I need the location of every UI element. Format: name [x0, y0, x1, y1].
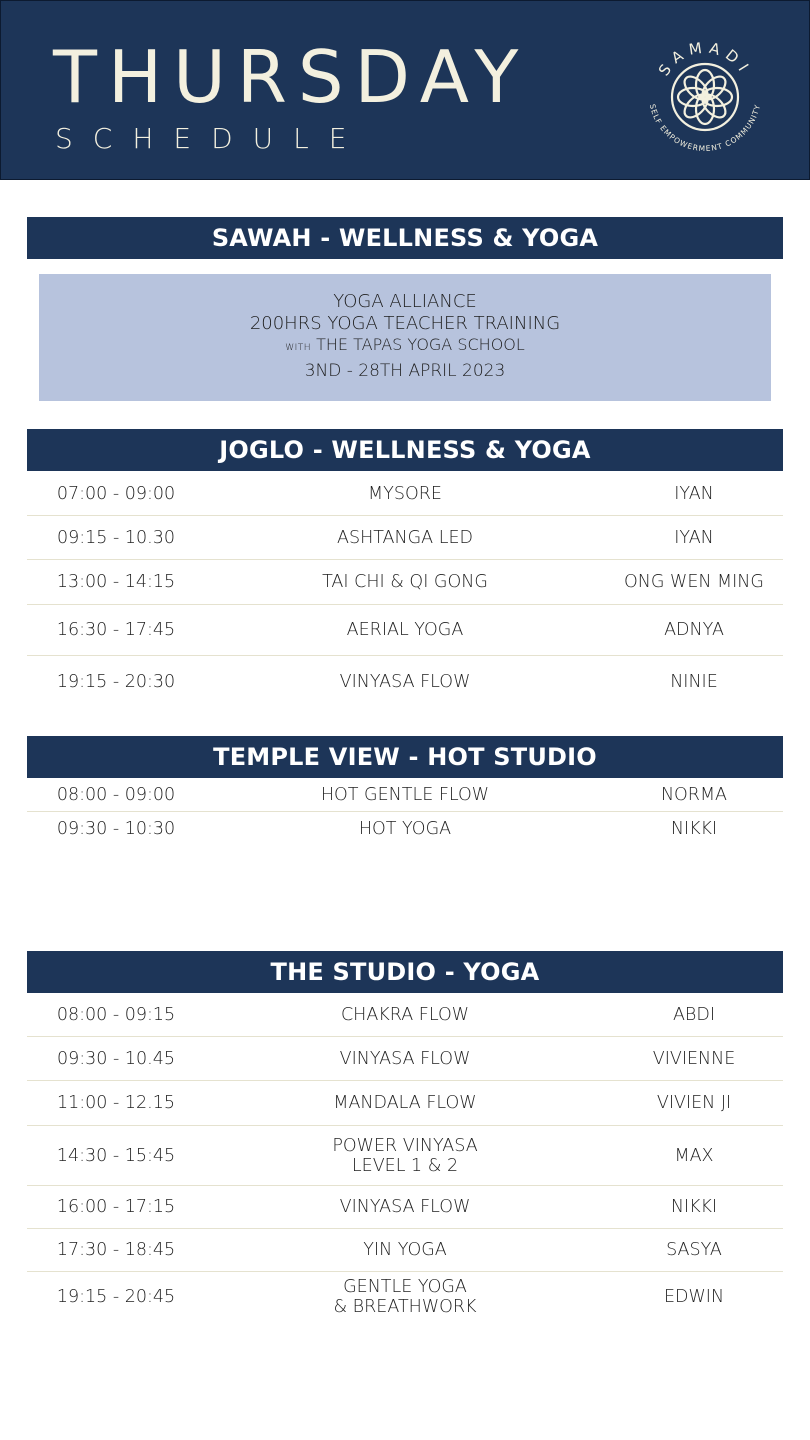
table-row	[27, 472, 783, 516]
teacher-cell: ABDI	[672, 1004, 716, 1025]
class-cell	[205, 1093, 605, 1113]
teacher-cell: SASYA	[666, 1240, 722, 1260]
class-cell	[205, 1240, 605, 1260]
notice-with: WITH	[285, 343, 312, 353]
logo-tagline: SELF EMPOWERMENT COMMUNITY	[647, 103, 763, 154]
time-cell: 07:00 - 09:00	[56, 483, 176, 504]
section-title-sawah: SAWAH - WELLNESS & YOGA	[27, 217, 783, 259]
class-line-2: & BREATHWORK	[333, 1297, 477, 1317]
class-line-1: POWER VINYASA	[332, 1135, 478, 1156]
samadi-logo-icon	[637, 27, 773, 163]
table-row	[27, 1081, 783, 1126]
time-cell: 19:15 - 20:30	[56, 671, 176, 692]
teacher-cell: IYAN	[674, 483, 714, 504]
table-row	[27, 1126, 783, 1186]
teacher-cell: ONG WEN MING	[624, 572, 764, 592]
table-row	[27, 1186, 783, 1229]
page-title: THURSDAY	[53, 35, 530, 119]
table-row	[27, 656, 783, 707]
time-cell: 16:00 - 17:15	[56, 1197, 176, 1217]
class-line-1: YIN YOGA	[363, 1240, 447, 1260]
class-cell: AERIAL YOGA	[346, 620, 464, 640]
section-title-joglo: JOGLO - WELLNESS & YOGA	[27, 429, 783, 471]
notice-line-1: YOGA ALLIANCE	[333, 291, 477, 312]
teacher-cell: NIKKI	[670, 1197, 718, 1217]
notice-dates: 3ND - 28TH APRIL 2023	[304, 361, 506, 381]
class-cell: HOT GENTLE FLOW	[320, 784, 490, 805]
notice-school: THE TAPAS YOGA SCHOOL	[316, 335, 525, 354]
schedule-header	[0, 0, 810, 180]
teacher-training-notice	[39, 274, 771, 401]
class-cell	[205, 1005, 605, 1025]
class-line-1: GENTLE YOGA	[343, 1277, 467, 1297]
teacher-cell: ADNYA	[664, 620, 724, 640]
section-title-the-studio: THE STUDIO - YOGA	[27, 951, 783, 993]
teacher-cell: VIVIEN JI	[656, 1093, 732, 1113]
notice-line-2: 200HRS YOGA TEACHER TRAINING	[249, 313, 561, 334]
class-cell: TAI CHI & QI GONG	[322, 572, 488, 592]
table-row	[27, 560, 783, 605]
table-row	[27, 605, 783, 656]
teacher-cell: VIVIENNE	[652, 1048, 736, 1069]
time-cell: 11:00 - 12.15	[57, 1093, 175, 1113]
class-line-1: CHAKRA FLOW	[340, 1004, 470, 1025]
teacher-cell: NINIE	[670, 671, 718, 692]
time-cell: 19:15 - 20:45	[56, 1287, 176, 1307]
time-cell: 09:30 - 10.45	[57, 1048, 175, 1069]
teacher-cell: NIKKI	[670, 819, 718, 839]
class-cell	[205, 1277, 605, 1317]
joglo-schedule-table	[27, 472, 783, 707]
class-cell	[205, 1049, 605, 1069]
teacher-cell: IYAN	[674, 527, 714, 548]
time-cell: 16:30 - 17:45	[56, 620, 176, 640]
table-row	[27, 1229, 783, 1272]
time-cell: 14:30 - 15:45	[56, 1145, 176, 1166]
table-row	[27, 1272, 783, 1322]
table-row	[27, 993, 783, 1037]
page-subtitle: SCHEDULE	[55, 122, 367, 155]
table-row	[27, 812, 783, 846]
teacher-cell: MAX	[674, 1145, 714, 1166]
time-cell: 17:30 - 18:45	[56, 1240, 176, 1260]
class-cell: MYSORE	[368, 483, 442, 504]
svg-text:SELF EMPOWERMENT COMMUNITY	[648, 103, 762, 153]
class-line-1: VINYASA FLOW	[339, 1048, 471, 1069]
time-cell: 09:30 - 10:30	[56, 819, 176, 839]
class-line-2: LEVEL 1 & 2	[351, 1155, 459, 1176]
class-line-1: MANDALA FLOW	[333, 1093, 477, 1113]
class-cell: VINYASA FLOW	[339, 671, 471, 692]
studio-schedule-table	[27, 993, 783, 1322]
teacher-cell: NORMA	[660, 784, 728, 805]
time-cell: 08:00 - 09:00	[56, 784, 176, 805]
svg-text:SAMADI	[655, 38, 755, 79]
class-cell	[205, 1197, 605, 1217]
class-cell: ASHTANGA LED	[336, 527, 473, 548]
class-cell: HOT YOGA	[358, 819, 452, 839]
notice-line-3	[39, 335, 771, 358]
section-title-temple-view: TEMPLE VIEW - HOT STUDIO	[27, 736, 783, 778]
class-line-1: VINYASA FLOW	[339, 1197, 471, 1217]
time-cell: 09:15 - 10.30	[57, 527, 175, 548]
logo-name: SAMADI	[654, 38, 756, 80]
table-row	[27, 778, 783, 812]
temple-schedule-table	[27, 778, 783, 846]
table-row	[27, 1037, 783, 1081]
table-row	[27, 516, 783, 560]
time-cell: 08:00 - 09:15	[56, 1004, 176, 1025]
teacher-cell: EDWIN	[663, 1287, 725, 1307]
class-cell	[205, 1136, 605, 1176]
time-cell: 13:00 - 14:15	[56, 572, 176, 592]
